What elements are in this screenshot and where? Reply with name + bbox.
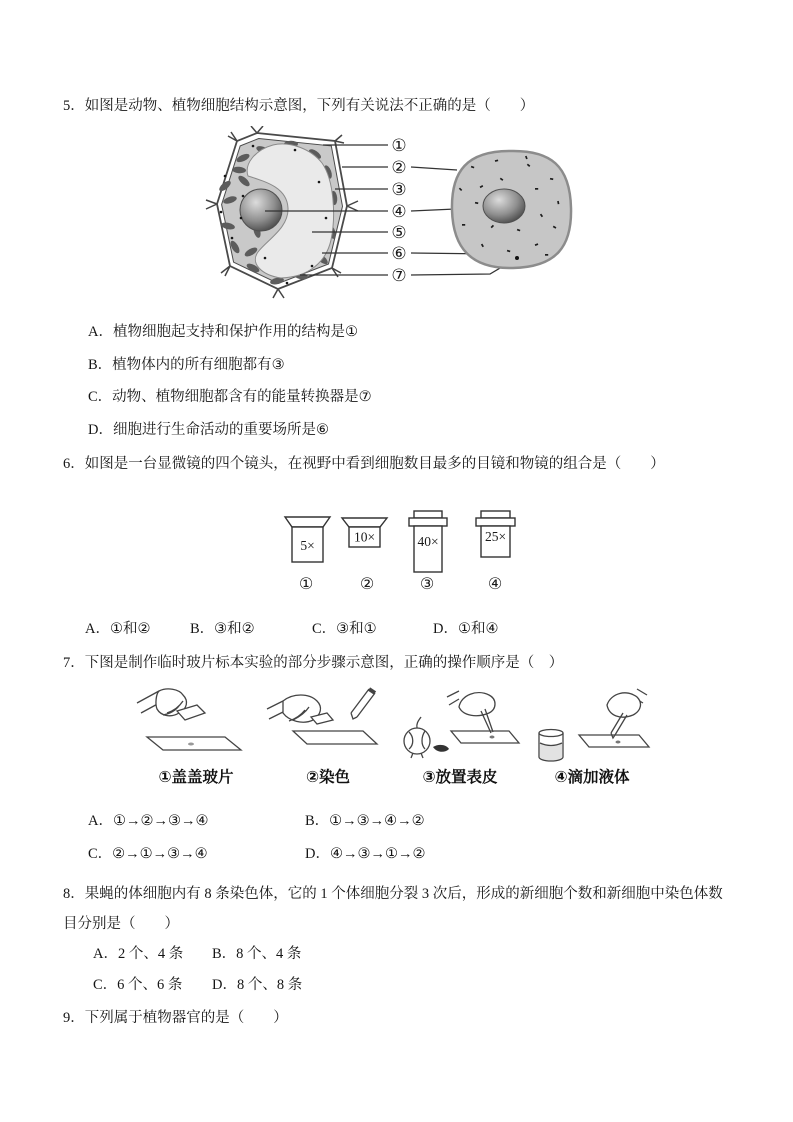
question-6-options: [63, 619, 735, 639]
question-6-option-d: D．①和④: [433, 621, 499, 637]
figure-labels: [391, 136, 406, 285]
question-5-option-b: B．植物体内的所有细胞都有③: [88, 356, 285, 373]
staining-hand-icon: [265, 687, 391, 765]
question-7-stem: 7．下图是制作临时玻片标本实验的部分步骤示意图，正确的操作顺序是（ ）: [63, 655, 564, 671]
question-7-option-b: B．①→③→④→②: [305, 813, 425, 829]
step-cover-slip: [130, 687, 262, 789]
step-1-label: ①盖盖玻片: [158, 768, 234, 786]
figure-label-7: ⑦: [391, 266, 407, 285]
question-6-stem: 6．如图是一台显微镜的四个镜头，在视野中看到细胞数目最多的目镜和物镜的组合是（ ）: [63, 456, 665, 472]
step-stain: [262, 687, 394, 789]
lens-magnifications: [300, 529, 506, 553]
question-8-option-b: B．8 个、4 条: [212, 946, 302, 962]
plant-nucleus: [240, 189, 282, 231]
lens-4-magnification: 25×: [484, 529, 507, 544]
question-5-option-c: C．动物、植物细胞都含有的能量转换器是⑦: [88, 389, 372, 405]
figure-label-2: ②: [391, 158, 407, 177]
question-5-option-d: D．细胞进行生命活动的重要场所是⑥: [88, 421, 329, 438]
pointer-7-dot: [515, 256, 519, 260]
question-8-options: [63, 939, 735, 1001]
animal-cell-diagram: [452, 151, 571, 268]
step-2-label: ②染色: [305, 768, 351, 786]
lens-labels: [299, 576, 502, 593]
lens-1-label: ①: [298, 576, 314, 593]
lens-2-label: ②: [359, 576, 375, 593]
question-6-option-a: A．①和②: [85, 621, 151, 637]
lens-4-label: ④: [487, 576, 503, 593]
cell-structure-figure: [195, 126, 595, 312]
plant-cell-diagram: [206, 126, 358, 298]
question-6-option-b: B．③和②: [190, 621, 255, 637]
options-row: [63, 970, 735, 1001]
question-8: [63, 879, 735, 1001]
options-row: [63, 838, 735, 871]
lens-1-magnification: 5×: [300, 538, 315, 553]
step-add-liquid: [526, 687, 658, 789]
figure-label-1: ①: [391, 136, 407, 155]
step-3-label: ③放置表皮: [422, 768, 498, 786]
question-7-option-c: C．②→①→③→④: [88, 846, 208, 862]
options-row: [63, 805, 735, 838]
animal-nucleus: [483, 189, 525, 223]
question-6: [63, 454, 735, 639]
microscope-lenses-figure: [275, 500, 535, 597]
step-place-epidermis: [394, 687, 526, 789]
question-6-option-c: C．③和①: [312, 621, 377, 637]
question-7-option-a: A．①→②→③→④: [88, 813, 209, 829]
lens-2-magnification: 10×: [353, 529, 376, 545]
figure-label-4: ④: [391, 202, 407, 221]
lens-3-magnification: 40×: [417, 534, 439, 549]
question-7: [63, 653, 735, 871]
epidermis-hand-icon: [397, 687, 523, 765]
figure-label-5: ⑤: [391, 223, 407, 242]
lens-3-label: ③: [419, 576, 435, 593]
question-8-option-c: C．6 个、6 条: [93, 977, 183, 993]
step-4-label: ④滴加液体: [554, 768, 630, 786]
question-8-stem: 8．果蝇的体细胞内有 8 条染色体，它的 1 个体细胞分裂 3 次后，形成的新细胞个数和新细胞中染色体数目分别是（ ）: [63, 886, 723, 932]
question-5-options: [63, 316, 735, 446]
question-5: [63, 96, 735, 446]
question-8-option-d: D．8 个、8 条: [212, 977, 303, 993]
question-8-option-a: A．2 个、4 条: [93, 946, 184, 962]
question-5-stem: 5．如图是动物、植物细胞结构示意图，下列有关说法不正确的是（ ）: [63, 98, 535, 114]
options-row: [63, 939, 735, 970]
question-7-options: [63, 805, 735, 871]
figure-label-3: ③: [391, 180, 407, 199]
liquid-hand-icon: [529, 687, 655, 765]
question-5-option-a: A．植物细胞起支持和保护作用的结构是①: [88, 324, 358, 340]
cover-slip-hand-icon: [133, 687, 259, 765]
slide-preparation-figure: [130, 687, 660, 789]
figure-label-6: ⑥: [391, 244, 407, 263]
question-9-stem: 9．下列属于植物器官的是（ ）: [63, 1010, 288, 1026]
question-9: [63, 1008, 735, 1028]
question-7-option-d: D．④→③→①→②: [305, 846, 426, 862]
